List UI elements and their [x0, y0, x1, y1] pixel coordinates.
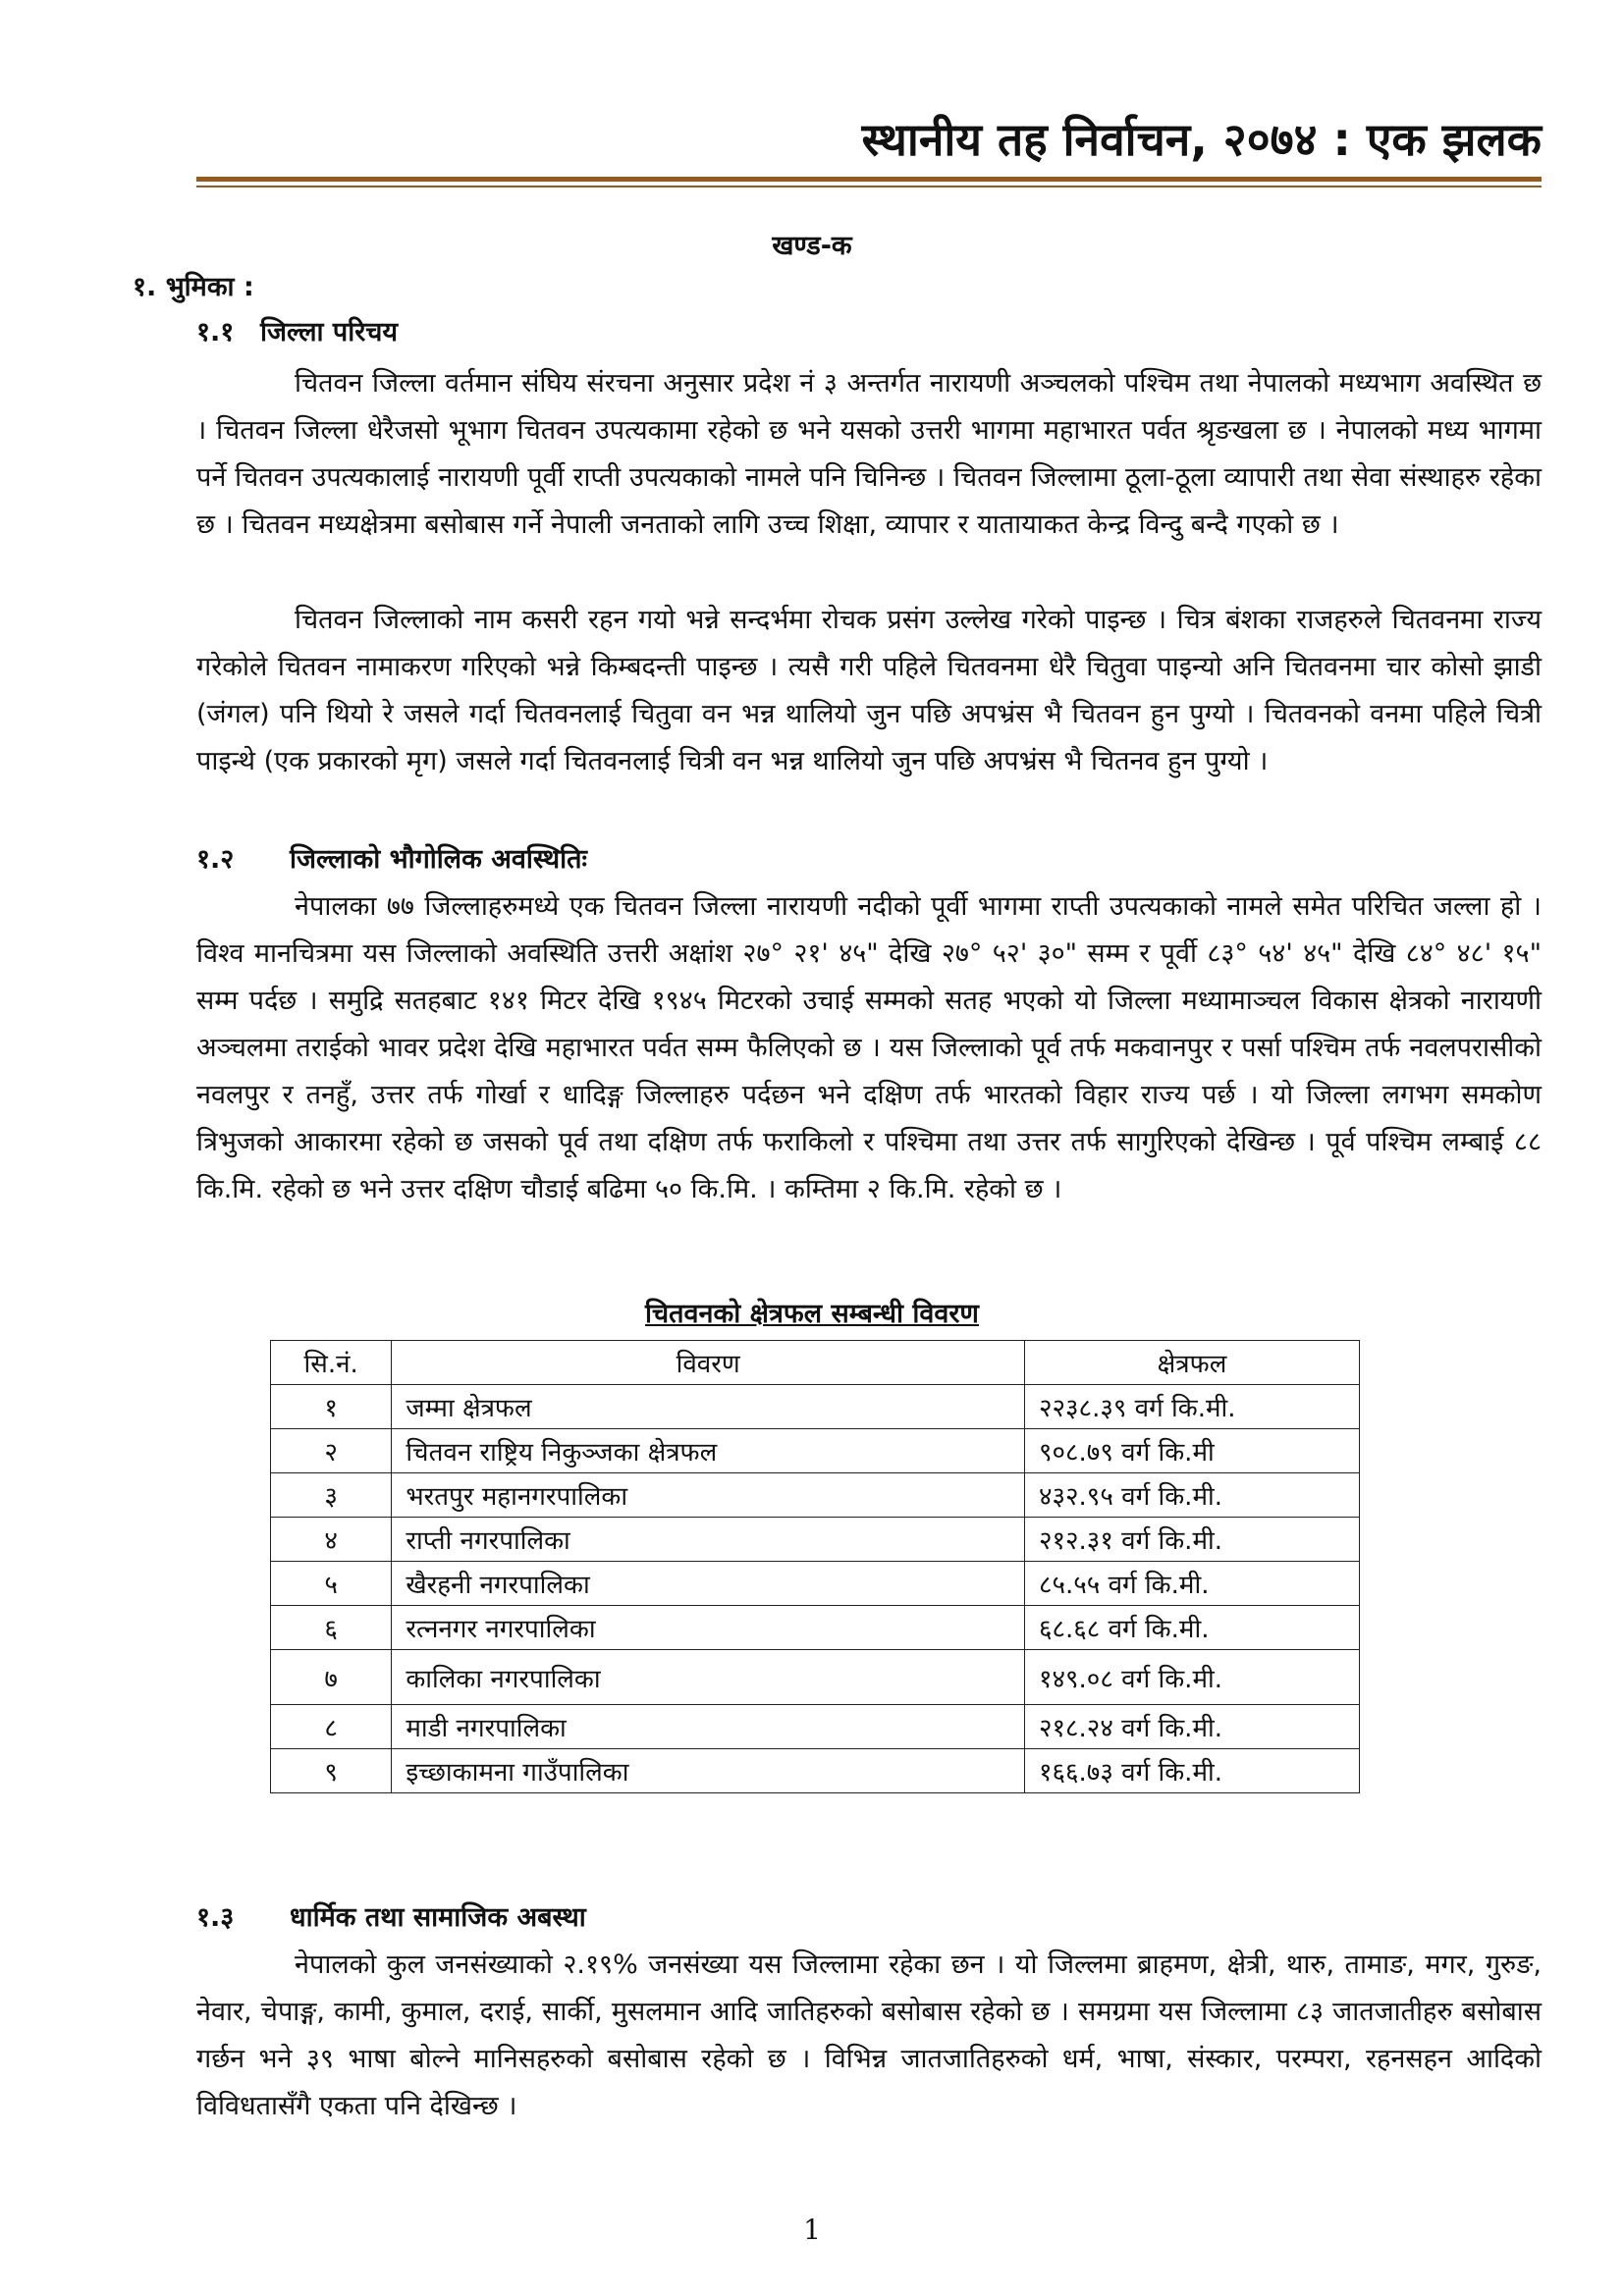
cell-description: जम्मा क्षेत्रफल: [392, 1385, 1025, 1429]
cell-area: १४९.०८ वर्ग कि.मी.: [1024, 1650, 1359, 1705]
heading-introduction: १. भुमिका :: [133, 272, 254, 302]
table-row: [271, 1429, 1360, 1473]
cell-description: चितवन राष्ट्रिय निकुञ्जका क्षेत्रफल: [392, 1429, 1025, 1473]
cell-description: खैरहनी नगरपालिका: [392, 1562, 1025, 1606]
cell-serial: ४: [271, 1518, 392, 1562]
cell-area: २२३८.३९ वर्ग कि.मी.: [1024, 1385, 1359, 1429]
heading-district-introduction: [196, 312, 398, 348]
heading-geography: [196, 839, 587, 876]
cell-serial: ७: [271, 1650, 392, 1705]
table-header-row: [271, 1341, 1360, 1385]
cell-serial: ५: [271, 1562, 392, 1606]
cell-area: ६८.६८ वर्ग कि.मी.: [1024, 1606, 1359, 1650]
paragraph-geography: नेपालका ७७ जिल्लाहरुमध्ये एक चितवन जिल्ला नारायणी नदीको पूर्वी भागमा राप्ती उपत्यकाको नामले समेत परिचित जल्ला हो । विश्व मानचित्रमा यस जिल्लाको अवस्थिति उत्तरी अक्षांश २७° २१' ४५" देखि २७° ५२' ३०" सम्म र पूर्वी ८३° ५४' ४५" देखि ८४° ४८' १५" सम्म पर्दछ । समुद्रि सतहबाट १४१ मिटर देखि १९४५ मिटरको उचाई सम्मको सतह भएको यो जिल्ला मध्यामाञ्चल विकास क्षेत्रको नारायणी अञ्चलमा तराईको भावर प्रदेश देखि महाभारत पर्वत सम्म फैलिएको छ । यस जिल्लाको पूर्व तर्फ मकवानपुर र पर्सा पश्चिम तर्फ नवलपरासीको नवलपुर र तनहुँ, उत्तर तर्फ गोर्खा र धादिङ्ग जिल्लाहरु पर्दछन भने दक्षिण तर्फ भारतको विहार राज्य पर्छ । यो जिल्ला लगभग समकोण त्रिभुजको आकारमा रहेको छ जसको पूर्व तथा दक्षिण तर्फ फराकिलो र पश्चिमा तथा उत्तर तर्फ सागुरिएको देखिन्छ । पूर्व पश्चिम लम्बाई ८८ कि.मि. रहेको छ भने उत्तर दक्षिण चौडाई बढिमा ५० कि.मि. । कम्तिमा २ कि.मि. रहेको छ ।: [196, 891, 1542, 1204]
header-rule-thin: [196, 186, 1542, 187]
table-row: [271, 1606, 1360, 1650]
area-table: [270, 1340, 1360, 1793]
header-rule: [196, 177, 1542, 182]
cell-description: रत्ननगर नगरपालिका: [392, 1606, 1025, 1650]
cell-serial: १: [271, 1385, 392, 1429]
cell-area: १६६.७३ वर्ग कि.मी.: [1024, 1749, 1359, 1793]
cell-serial: ८: [271, 1705, 392, 1749]
cell-serial: ९: [271, 1749, 392, 1793]
section-label: खण्ड-क: [772, 231, 852, 261]
table-row: [271, 1650, 1360, 1705]
section-title: जिल्लाको भौगोलिक अवस्थितिः: [290, 844, 587, 875]
section-number: १.१: [196, 317, 235, 347]
table-row: [271, 1473, 1360, 1518]
section-number: १.२: [196, 844, 235, 875]
table-row: [271, 1385, 1360, 1429]
column-header-serial: सि.नं.: [271, 1341, 392, 1385]
table-caption: चितवनको क्षेत्रफल सम्बन्धी विवरण: [645, 1299, 979, 1329]
page-title: स्थानीय तह निर्वाचन, २०७४ : एक झलक: [861, 113, 1542, 166]
table-row: [271, 1562, 1360, 1606]
paragraph-religious-social: नेपालको कुल जनसंख्याको २.१९% जनसंख्या यस जिल्लामा रहेका छन । यो जिल्लमा ब्राहमण, क्षेत्री, थारु, तामाङ, मगर, गुरुङ, नेवार, चेपाङ्ग, कामी, कुमाल, दराई, सार्की, मुसलमान आदि जातिहरुको बसोबास रहेको छ । समग्रमा यस जिल्लामा ८३ जातजातीहरु बसोबास गर्छन भने ३९ भाषा बोल्ने मानिसहरुको बसोबास रहेको छ । विभिन्न जातजातिहरुको धर्म, भाषा, संस्कार, परम्परा, रहनसहन आदिको विविधतासँगै एकता पनि देखिन्छ ।: [196, 1949, 1542, 2121]
cell-description: माडी नगरपालिका: [392, 1705, 1025, 1749]
column-header-description: विवरण: [392, 1341, 1025, 1385]
table-row: [271, 1749, 1360, 1793]
cell-description: कालिका नगरपालिका: [392, 1650, 1025, 1705]
section-title: धार्मिक तथा सामाजिक अबस्था: [290, 1902, 586, 1933]
cell-area: ८५.५५ वर्ग कि.मी.: [1024, 1562, 1359, 1606]
heading-religious-social: [196, 1897, 586, 1934]
cell-serial: २: [271, 1429, 392, 1473]
cell-area: २१२.३१ वर्ग कि.मी.: [1024, 1518, 1359, 1562]
section-title: जिल्ला परिचय: [260, 317, 399, 347]
paragraph-district-intro-2: चितवन जिल्लाको नाम कसरी रहन गयो भन्ने सन्दर्भमा रोचक प्रसंग उल्लेख गरेको पाइन्छ । चित्र बंशका राजहरुले चितवनमा राज्य गरेकोले चितवन नामाकरण गरिएको भन्ने किम्बदन्ती पाइन्छ । त्यसै गरी पहिले चितवनमा धेरै चितुवा पाइन्यो अनि चितवनमा चार कोसो झाडी (जंगल) पनि थियो रे जसले गर्दा चितवनलाई चितुवा वन भन्न थालियो जुन पछि अपभ्रंस भै चितवन हुन पुग्यो । चितवनको वनमा पहिले चित्री पाइन्थे (एक प्रकारको मृग) जसले गर्दा चितवनलाई चित्री वन भन्न थालियो जुन पछि अपभ्रंस भै चितनव हुन पुग्यो ।: [196, 605, 1542, 776]
cell-description: राप्ती नगरपालिका: [392, 1518, 1025, 1562]
cell-area: ९०८.७९ वर्ग कि.मी: [1024, 1429, 1359, 1473]
cell-serial: ३: [271, 1473, 392, 1518]
table-row: [271, 1518, 1360, 1562]
cell-description: भरतपुर महानगरपालिका: [392, 1473, 1025, 1518]
cell-description: इच्छाकामना गाउँपालिका: [392, 1749, 1025, 1793]
cell-area: २१८.२४ वर्ग कि.मी.: [1024, 1705, 1359, 1749]
table-row: [271, 1705, 1360, 1749]
cell-serial: ६: [271, 1606, 392, 1650]
section-number: १.३: [196, 1902, 235, 1933]
column-header-area: क्षेत्रफल: [1024, 1341, 1359, 1385]
paragraph-district-intro-1: चितवन जिल्ला वर्तमान संघिय संरचना अनुसार प्रदेश नं ३ अन्तर्गत नारायणी अञ्चलको पश्चिम तथा नेपालको मध्यभाग अवस्थित छ । चितवन जिल्ला धेरैजसो भूभाग चितवन उपत्यकामा रहेको छ भने यसको उत्तरी भागमा महाभारत पर्वत श्रृङखला छ । नेपालको मध्य भागमा पर्ने चितवन उपत्यकालाई नारायणी पूर्वी राप्ती उपत्यकाको नामले पनि चिनिन्छ । चितवन जिल्लामा ठूला-ठूला व्यापारी तथा सेवा संस्थाहरु रहेका छ । चितवन मध्यक्षेत्रमा बसोबास गर्ने नेपाली जनताको लागि उच्च शिक्षा, व्यापार र यातायाकत केन्द्र विन्दु बन्दै गएको छ ।: [196, 368, 1542, 540]
page-number: 1: [803, 2214, 821, 2246]
cell-area: ४३२.९५ वर्ग कि.मी.: [1024, 1473, 1359, 1518]
